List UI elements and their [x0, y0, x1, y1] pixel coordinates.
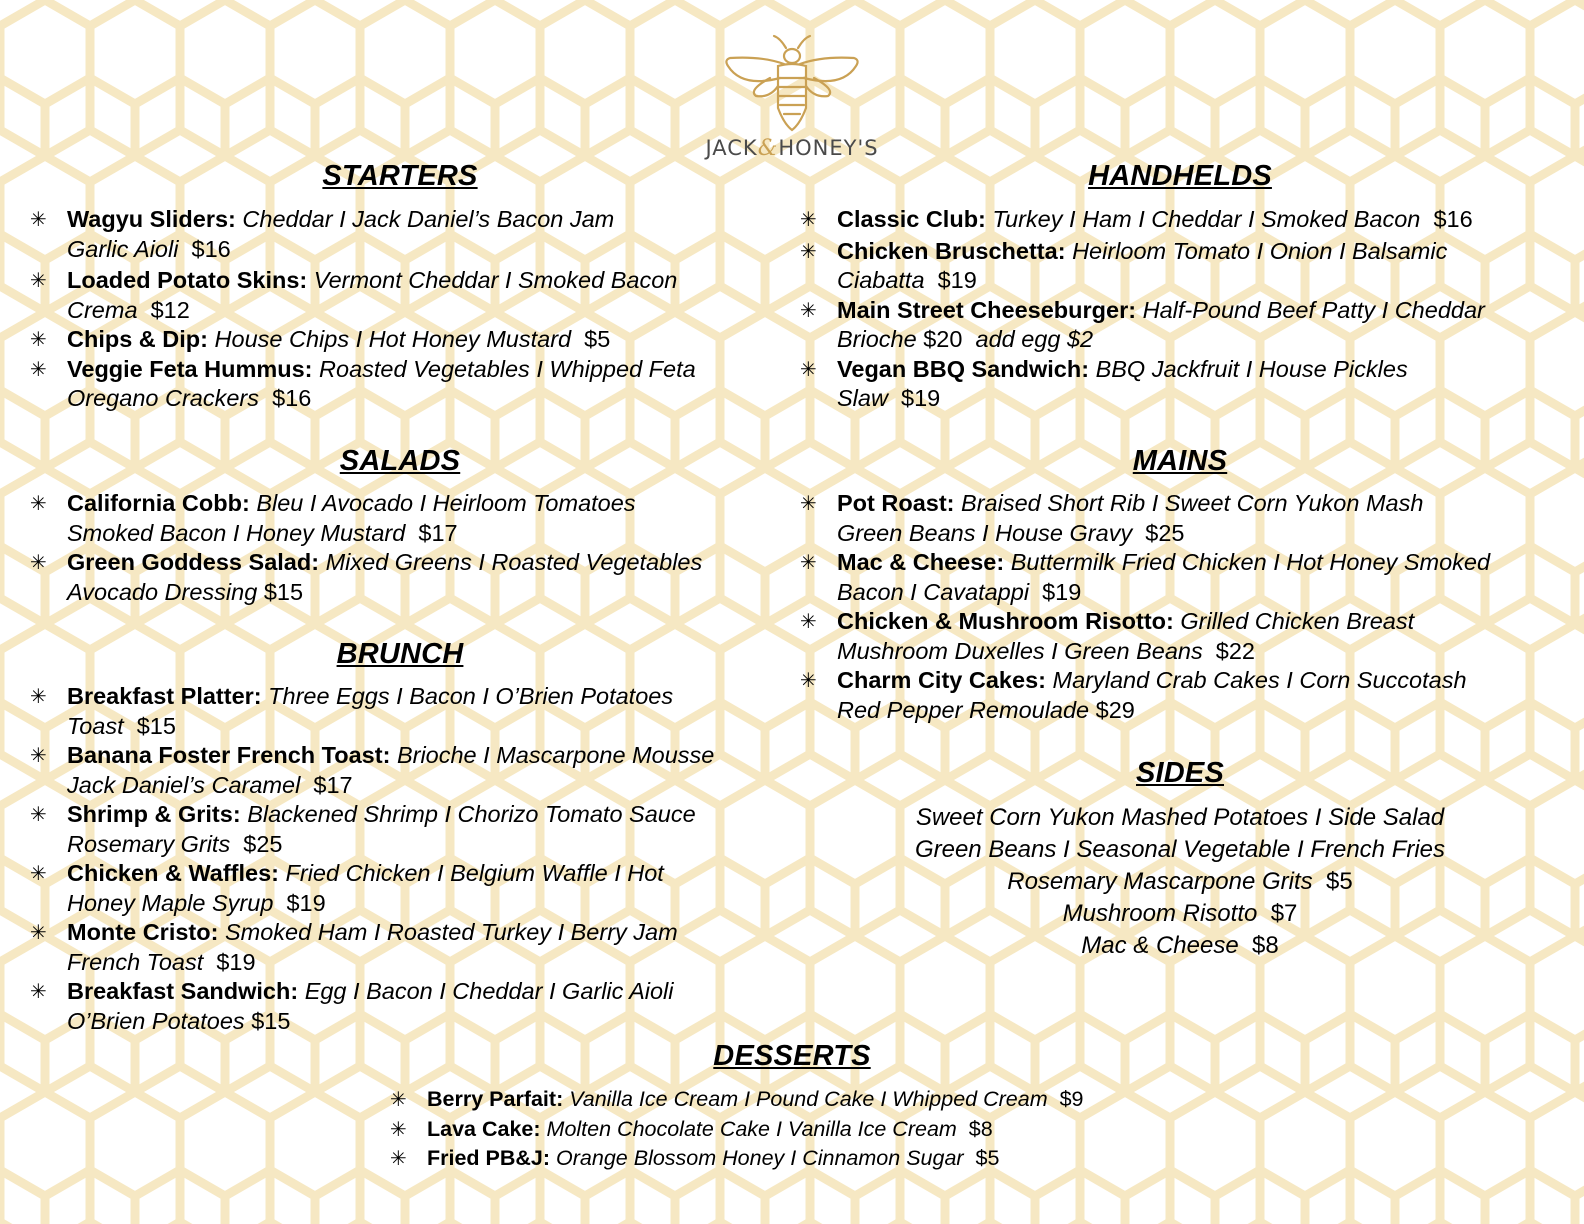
- bullet-icon: ✳: [800, 609, 817, 633]
- bullet-icon: ✳: [800, 491, 817, 515]
- menu-item: ✳ Green Goddess Salad: Mixed Greens I Roasted Vegetables Avocado Dressing $15: [30, 549, 703, 605]
- menu-item: ✳ Charm City Cakes: Maryland Crab Cakes I Corn Succotash Red Pepper Remoulade $29: [800, 667, 1467, 723]
- bullet-icon: ✳: [30, 550, 47, 574]
- salads-list: [30, 489, 770, 607]
- bullet-icon: ✳: [800, 238, 817, 263]
- bullet-icon: ✳: [30, 920, 47, 944]
- menu-item: ✳ Fried PB&J: Orange Blossom Honey I Cinnamon Sugar $5: [390, 1144, 1210, 1174]
- sides-heading: SIDES: [1135, 757, 1225, 789]
- bullet-icon: ✳: [30, 979, 47, 1003]
- salads-heading: SALADS: [339, 445, 461, 477]
- mains-heading: MAINS: [1132, 445, 1228, 477]
- bullet-icon: ✳: [30, 268, 47, 292]
- bullet-icon: ✳: [30, 684, 47, 708]
- menu-item: ✳ Chips & Dip: House Chips I Hot Honey Mustard $5: [30, 325, 770, 355]
- desserts-heading: DESSERTS: [713, 1040, 871, 1072]
- handhelds-heading: HANDHELDS: [1088, 160, 1272, 192]
- starters-heading: STARTERS: [322, 160, 478, 192]
- menu-item: ✳ Veggie Feta Hummus: Roasted Vegetables I Whipped Feta Oregano Crackers $16: [30, 355, 696, 411]
- bullet-icon: ✳: [800, 550, 817, 574]
- bullet-icon: ✳: [390, 1116, 407, 1141]
- mains-list: [800, 489, 1570, 725]
- bullet-icon: ✳: [30, 327, 47, 351]
- menu-item: ✳ Breakfast Sandwich: Egg I Bacon I Cheddar I Garlic Aioli O’Brien Potatoes $15: [30, 978, 674, 1034]
- sides-line: Mac & Cheese $8: [1081, 932, 1279, 959]
- brand-logo: [672, 34, 912, 164]
- menu-item: ✳ Pot Roast: Braised Short Rib I Sweet Corn Yukon Mash Green Beans I House Gravy $25: [800, 490, 1424, 546]
- brunch-list: [30, 682, 790, 1036]
- sides-line: Mushroom Risotto $7: [1062, 900, 1298, 927]
- sides-line: Green Beans I Seasonal Vegetable I French Fries: [914, 836, 1446, 863]
- menu-item: ✳ Breakfast Platter: Three Eggs I Bacon I O’Brien Potatoes Toast $15: [30, 683, 674, 739]
- brunch-heading: BRUNCH: [336, 638, 464, 670]
- bullet-icon: ✳: [30, 491, 47, 515]
- bullet-icon: ✳: [30, 356, 47, 381]
- menu-item: ✳ Wagyu Sliders: Cheddar I Jack Daniel’s Bacon Jam Garlic Aioli $16: [30, 206, 615, 262]
- desserts-list: [390, 1085, 1210, 1174]
- bullet-icon: ✳: [30, 743, 47, 767]
- sides-line: Rosemary Mascarpone Grits $5: [1007, 868, 1353, 895]
- menu-item: ✳ Classic Club: Turkey I Ham I Cheddar I Smoked Bacon $16: [800, 205, 1570, 235]
- menu-item: ✳ Chicken Bruschetta: Heirloom Tomato I Onion I Balsamic Ciabatta $19: [800, 237, 1448, 293]
- bullet-icon: ✳: [390, 1146, 407, 1170]
- menu-item: ✳ California Cobb: Bleu I Avocado I Heirloom Tomatoes Smoked Bacon I Honey Mustard $17: [30, 490, 636, 546]
- menu-item: ✳ Chicken & Waffles: Fried Chicken I Belgium Waffle I Hot Honey Maple Syrup $19: [30, 860, 664, 916]
- menu-item: ✳ Main Street Cheeseburger: Half-Pound Beef Patty I Cheddar Brioche $20 add egg $2: [800, 296, 1485, 352]
- starters-list: [30, 205, 770, 414]
- bee-icon: [722, 34, 862, 134]
- bullet-icon: ✳: [800, 297, 817, 322]
- menu-item: ✳ Chicken & Mushroom Risotto: Grilled Chicken Breast Mushroom Duxelles I Green Beans $22: [800, 608, 1415, 664]
- menu-item: ✳ Mac & Cheese: Buttermilk Fried Chicken I Hot Honey Smoked Bacon I Cavatappi $19: [800, 549, 1491, 605]
- menu-item: ✳ Shrimp & Grits: Blackened Shrimp I Chorizo Tomato Sauce Rosemary Grits $25: [30, 801, 696, 857]
- sides-line: Sweet Corn Yukon Mashed Potatoes I Side Salad: [915, 804, 1445, 831]
- bullet-icon: ✳: [800, 356, 817, 381]
- menu-item: ✳ Loaded Potato Skins: Vermont Cheddar I Smoked Bacon Crema $12: [30, 267, 678, 323]
- menu-item: ✳ Berry Parfait: Vanilla Ice Cream I Pound Cake I Whipped Cream $9: [390, 1085, 1210, 1115]
- bullet-icon: ✳: [800, 207, 817, 231]
- menu-item: ✳ Banana Foster French Toast: Brioche I Mascarpone Mousse Jack Daniel’s Caramel $17: [30, 742, 715, 798]
- bullet-icon: ✳: [30, 207, 47, 231]
- menu-item: ✳ Monte Cristo: Smoked Ham I Roasted Turkey I Berry Jam French Toast $19: [30, 919, 678, 975]
- bullet-icon: ✳: [30, 802, 47, 826]
- bullet-icon: ✳: [390, 1087, 407, 1111]
- bullet-icon: ✳: [800, 668, 817, 692]
- handhelds-list: [800, 205, 1570, 414]
- sides-list: [830, 802, 1530, 962]
- bullet-icon: ✳: [30, 861, 47, 885]
- menu-item: ✳ Lava Cake: Molten Chocolate Cake I Vanilla Ice Cream $8: [390, 1115, 1210, 1145]
- brand-name: JACK&HONEY'S: [705, 136, 879, 161]
- menu-item: ✳ Vegan BBQ Sandwich: BBQ Jackfruit I House Pickles Slaw $19: [800, 355, 1408, 411]
